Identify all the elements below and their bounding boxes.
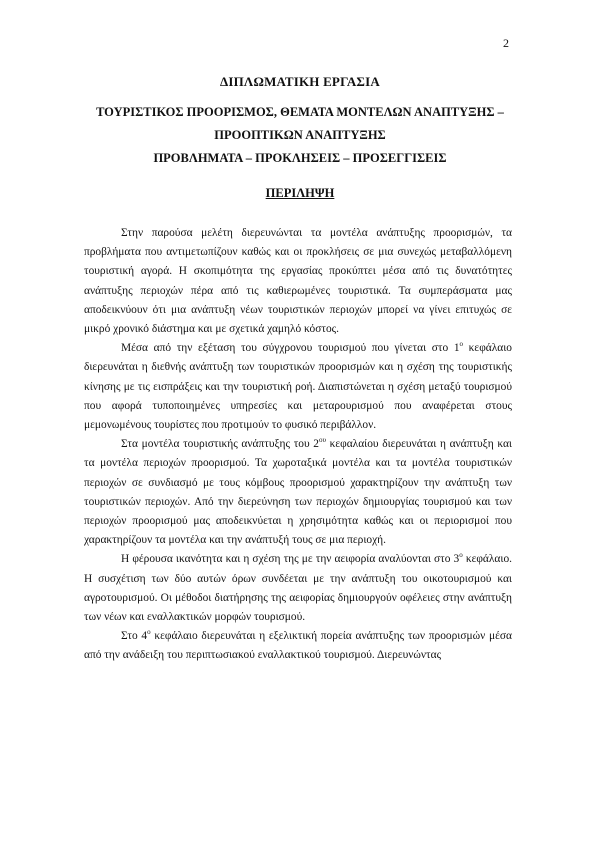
ordinal-superscript: ο <box>459 340 464 349</box>
subtitle-line-3: ΠΡΟΒΛΗΜΑΤΑ – ΠΡΟΚΛΗΣΕΙΣ – ΠΡΟΣΕΓΓΙΣΕΙΣ <box>153 151 447 165</box>
paragraph-2-text-a: Μέσα από την εξέταση του σύγχρονου τουρισμού που γίνεται στο 1 <box>121 342 460 355</box>
abstract-heading: ΠΕΡΙΛΗΨΗ <box>265 186 335 200</box>
paragraph-2 <box>84 339 512 435</box>
page-number: 2 <box>503 36 509 50</box>
paragraph-3 <box>84 435 512 550</box>
paragraph-1: Στην παρούσα μελέτη διερευνώνται τα μοντέλα ανάπτυξης προορισμών, τα προβλήματα που αντιμετωπίζουν καθώς και οι προκλήσεις σε μια συνεχώς μεταβαλλόμενη τουριστική αγορά. Η σκοπιμότητα της εργασίας προκύπτει μέσα από τις δυνατότητες ανάπτυξης περιοχών πέρα από τις καθιερωμένες τουριστικά. Τα συμπεράσματα μας αποδεικνύουν ότι μια ανάπτυξη νέων τουριστικών περιοχών μπορεί να γίνει επιτυχώς σε μικρό χρονικό διάστημα και με σχετικά χαμηλό κόστος. <box>84 227 512 336</box>
paragraph-5-text-b: κεφάλαιο διερευνάται η εξελικτική πορεία ανάπτυξης των προορισμών μέσα από την ανάδειξη του περιπτωσιακού εναλλακτικού τουρισμού. Διερευνώντας <box>84 630 512 662</box>
paragraph-2-text-b: κεφάλαιο διερευνάται η διεθνής ανάπτυξη των τουριστικών προορισμών και η σχέση της τουριστικής κίνησης με τις εισπράξεις και την τουριστική ροή. Διαπιστώνεται η σχέση μεταξύ τουρισμού που αφορά τυποποιημένες υπηρεσίες και μεταρουρισμού που αναφέρεται στους μεμονωμένους τουρίστες που προτιμούν το φυσικό περιβάλλον. <box>84 342 513 432</box>
paragraph-3-text-a: Στα μοντέλα τουριστικής ανάπτυξης του 2 <box>121 438 319 451</box>
paragraph-4-text-a: Η φέρουσα ικανότητα και η σχέση της με την αειφορία αναλύονται στο 3 <box>121 553 460 566</box>
paragraph-4 <box>84 550 512 627</box>
abstract-body <box>84 224 512 666</box>
paragraph-5 <box>84 627 512 665</box>
thesis-subtitle <box>70 101 530 170</box>
ordinal-superscript: ο <box>459 551 463 560</box>
thesis-title: ΔΙΠΛΩΜΑΤΙΚΗ ΕΡΓΑΣΙΑ <box>220 74 380 89</box>
subtitle-line-1: ΤΟΥΡΙΣΤΙΚΟΣ ΠΡΟΟΡΙΣΜΟΣ, ΘΕΜΑΤΑ ΜΟΝΤΕΛΩΝ ΑΝΑΠΤΥΞΗΣ – <box>96 105 504 119</box>
paragraph-4-text-b: κεφάλαιο. Η συσχέτιση των δύο αυτών όρων συνδέεται με την ανάπτυξη του οικοτουρισμού και αγροτουρισμού. Οι μέθοδοι διατήρησης της αειφορίας δημιουργούν οφέλειες στην ανάπτυξη των νέων και εναλλακτικών μορφών τουρισμού. <box>84 553 512 624</box>
ordinal-superscript: ου <box>318 436 326 445</box>
paragraph-3-text-b: κεφαλαίου διερευνάται η ανάπτυξη και τα μοντέλα περιοχών προορισμού. Τα χωροταξικά μοντέλα και τα μοντέλα τουριστικών περιοχών σε συνδιασμό με τους κόμβους προορισμού χαρακτηρίζουν την ανάπτυξη των τουριστικών περιοχών. Από την διερεύνηση των περιοχών δημιουργίας τουρισμού και των περιοχών προορισμού μας αποδεικνύεται η χρησιμότητα καθώς και οι περιορισμοί που χαρακτηρίζουν τα μοντέλα και την ανάπτυξή τους σε μια περιοχή. <box>84 438 512 547</box>
paragraph-5-text-a: Στο 4 <box>121 630 148 643</box>
ordinal-superscript: ο <box>147 628 151 637</box>
subtitle-line-2: ΠΡΟΟΠΤΙΚΩΝ ΑΝΑΠΤΥΞΗΣ <box>214 128 386 142</box>
